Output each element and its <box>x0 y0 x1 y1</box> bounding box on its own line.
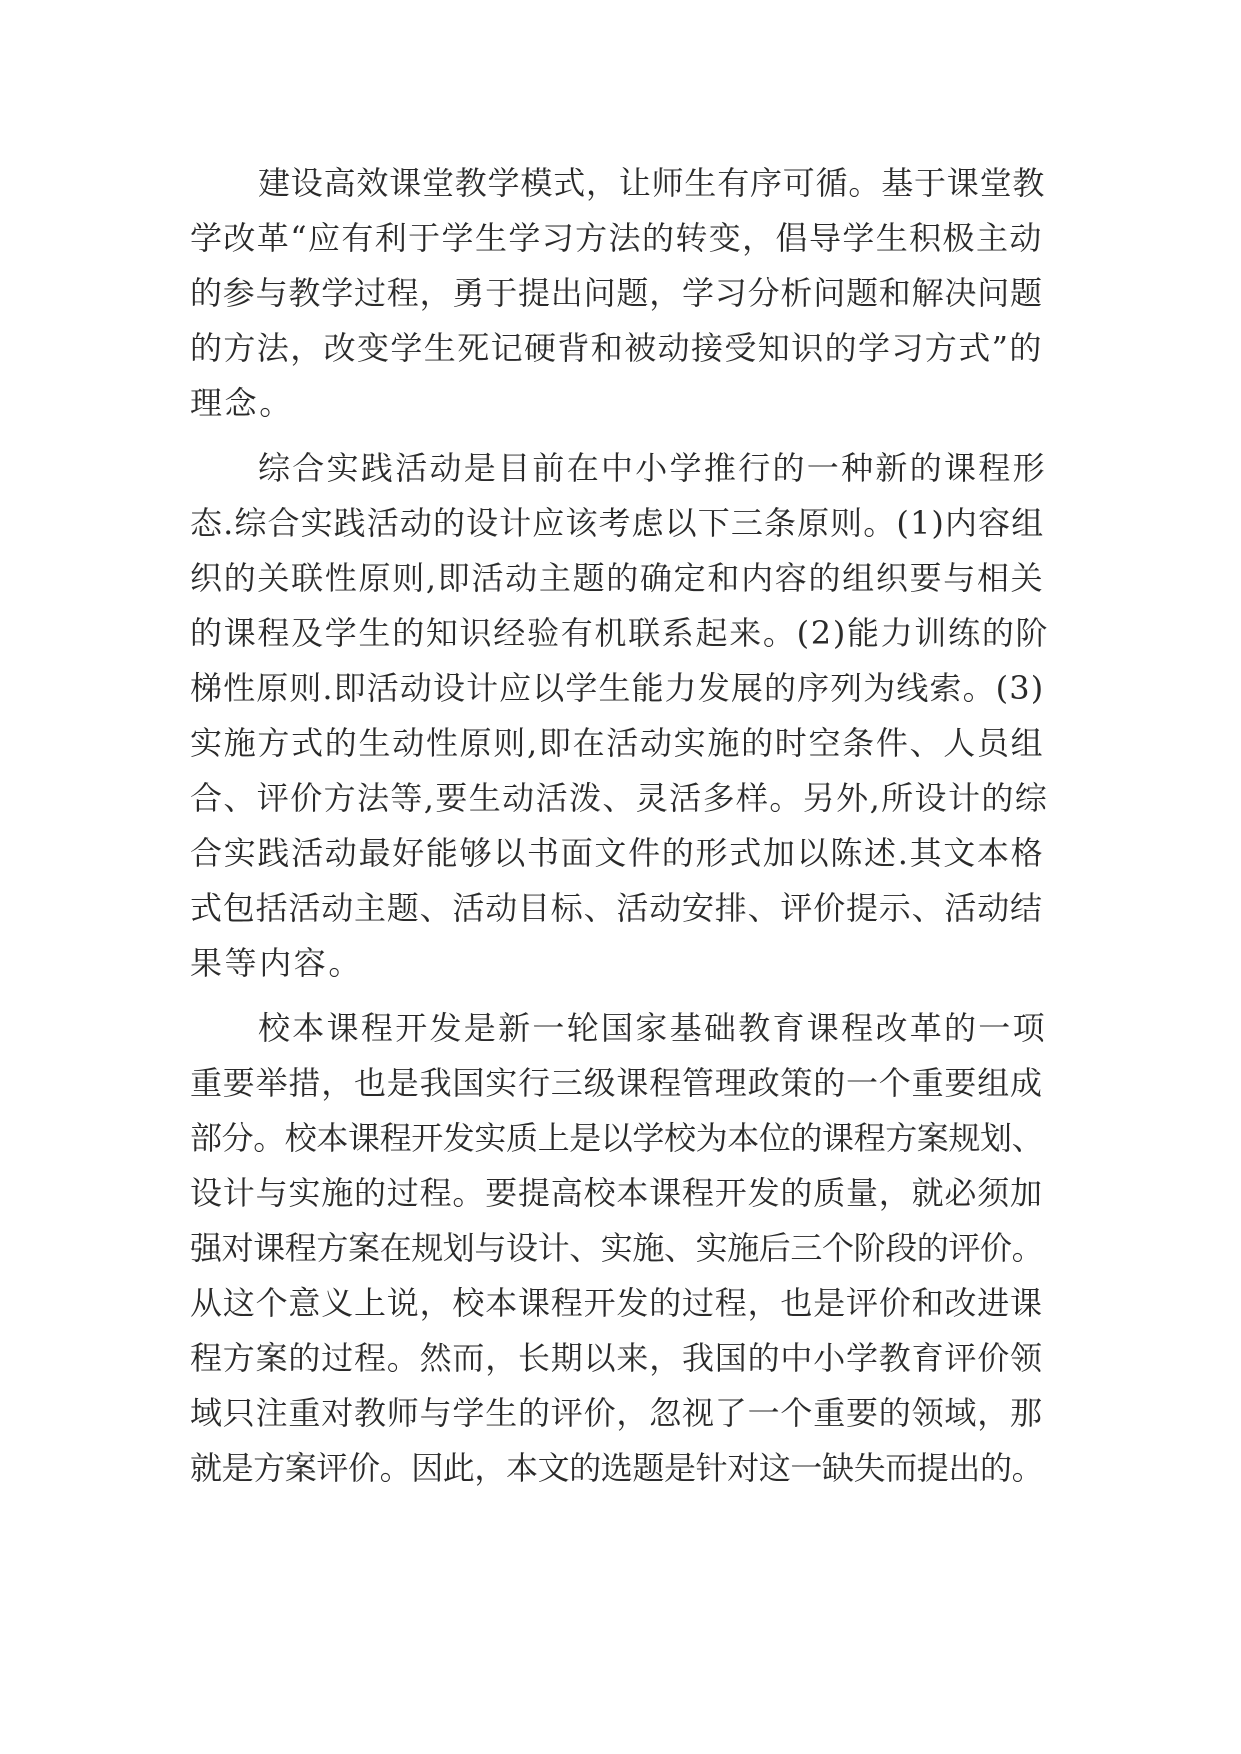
text-line: 校本课程开发是新一轮国家基础教育课程改革的一项 <box>258 1009 1047 1047</box>
text-line: 理念。 <box>190 384 294 422</box>
text-line: 的方法，改变学生死记硬背和被动接受知识的学习方式”的 <box>190 329 1043 367</box>
paragraph-gap <box>190 431 1050 441</box>
text-line: 的课程及学生的知识经验有机联系起来。(2)能力训练的阶 <box>190 614 1050 652</box>
text-line: 学改革“应有利于学生学习方法的转变，倡导学生积极主动 <box>190 219 1043 257</box>
text-line: 织的关联性原则,即活动主题的确定和内容的组织要与相关 <box>190 559 1045 597</box>
document-body <box>190 156 1050 1496</box>
text-line: 果等内容。 <box>190 944 364 982</box>
text-line: 梯性原则.即活动设计应以学生能力发展的序列为线索。(3) <box>190 669 1045 707</box>
text-line: 式包括活动主题、活动目标、活动安排、评价提示、活动结 <box>190 889 1043 927</box>
text-line: 设计与实施的过程。要提高校本课程开发的质量，就必须加 <box>190 1174 1043 1212</box>
text-line: 从这个意义上说，校本课程开发的过程，也是评价和改进课 <box>190 1284 1043 1322</box>
text-line: 程方案的过程。然而，长期以来，我国的中小学教育评价领 <box>190 1339 1043 1377</box>
text-line: 合实践活动最好能够以书面文件的形式加以陈述.其文本格 <box>190 834 1045 872</box>
text-line: 重要举措，也是我国实行三级课程管理政策的一个重要组成 <box>190 1064 1043 1102</box>
text-line: 的参与教学过程，勇于提出问题，学习分析问题和解决问题 <box>190 274 1043 312</box>
text-line: 域只注重对教师与学生的评价，忽视了一个重要的领域，那 <box>190 1394 1043 1432</box>
paragraph-2 <box>190 441 1050 991</box>
text-line: 综合实践活动是目前在中小学推行的一种新的课程形 <box>258 449 1047 487</box>
text-line: 态.综合实践活动的设计应该考虑以下三条原则。(1)内容组 <box>190 504 1045 542</box>
paragraph-1 <box>190 156 1050 431</box>
paragraph-gap <box>190 991 1050 1001</box>
text-line: 实施方式的生动性原则,即在活动实施的时空条件、人员组 <box>190 724 1045 762</box>
paragraph-3 <box>190 1001 1050 1496</box>
text-line: 建设高效课堂教学模式，让师生有序可循。基于课堂教 <box>258 164 1046 202</box>
text-line: 部分。校本课程开发实质上是以学校为本位的课程方案规划、 <box>190 1119 1044 1157</box>
text-line: 合、评价方法等,要生动活泼、灵活多样。另外,所设计的综 <box>190 779 1049 817</box>
text-line: 就是方案评价。因此，本文的选题是针对这一缺失而提出的。 <box>190 1449 1044 1487</box>
text-line: 强对课程方案在规划与设计、实施、实施后三个阶段的评价。 <box>190 1229 1044 1267</box>
